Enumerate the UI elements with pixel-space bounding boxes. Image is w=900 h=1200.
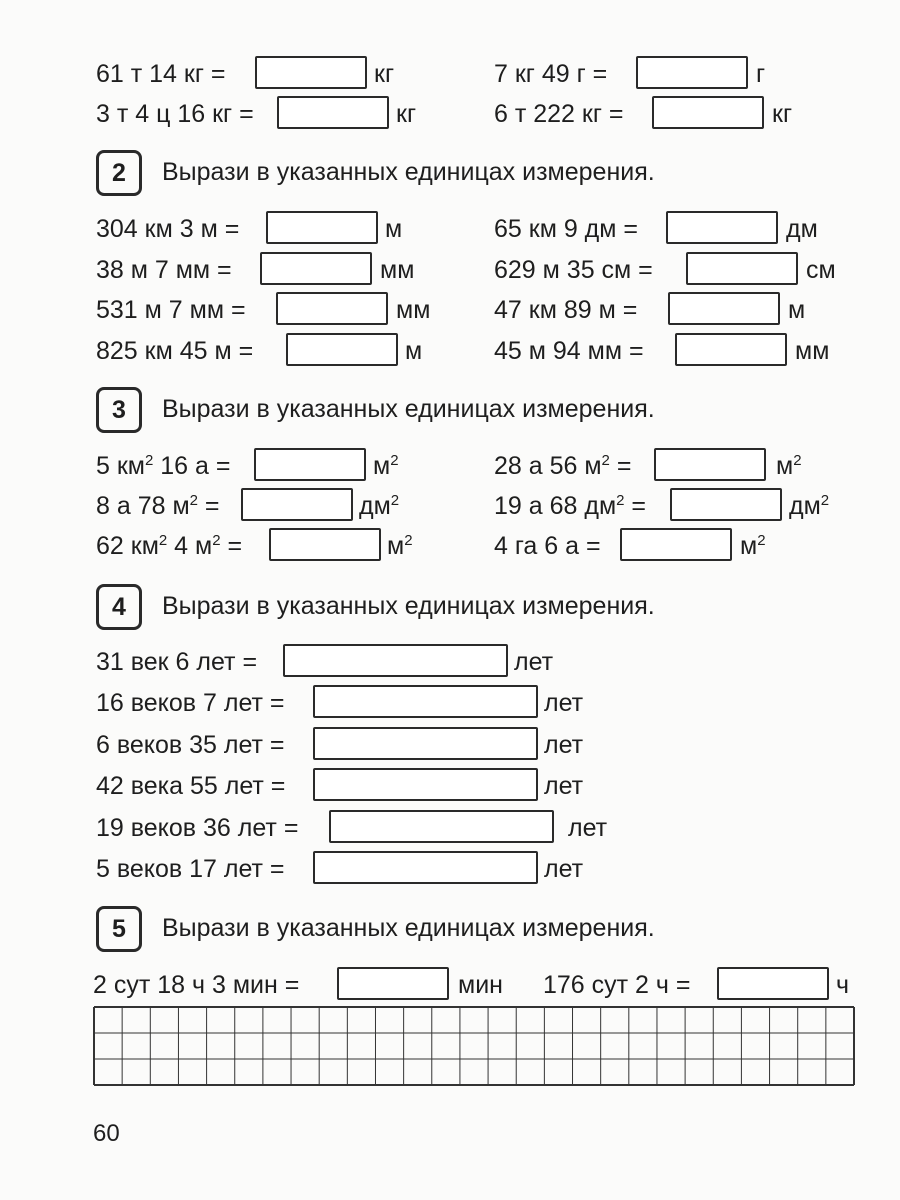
task4-row-6 [0, 851, 900, 891]
expression: 6 т 222 кг = [494, 100, 624, 128]
unit-label: дм [786, 215, 818, 243]
answer-box[interactable] [675, 333, 787, 366]
task-instruction: Вырази в указанных единицах измерения. [162, 158, 655, 186]
expression: 304 км 3 м = [96, 215, 240, 243]
expression: 31 век 6 лет = [96, 648, 258, 676]
answer-box[interactable] [260, 252, 372, 285]
working-grid[interactable] [93, 1006, 855, 1086]
expression: 2 сут 18 ч 3 мин = [93, 971, 300, 999]
answer-box[interactable] [636, 56, 748, 89]
answer-box[interactable] [283, 644, 508, 677]
expression: 38 м 7 мм = [96, 256, 232, 284]
unit-label: $м^2$ [776, 452, 802, 480]
answer-box[interactable] [668, 292, 780, 325]
answer-box[interactable] [269, 528, 381, 561]
expression: 19 веков 36 лет = [96, 814, 299, 842]
answer-box[interactable] [686, 252, 798, 285]
squared-exponent: 2 [144, 452, 154, 469]
task5-row [0, 967, 900, 1007]
answer-box[interactable] [313, 685, 538, 718]
unit-label: м [788, 296, 806, 324]
task4-row-4 [0, 768, 900, 808]
unit-label: лет [544, 855, 584, 883]
task2-row-3 [0, 292, 900, 332]
task4-row-3 [0, 727, 900, 767]
answer-box[interactable] [652, 96, 764, 129]
answer-box[interactable] [313, 727, 538, 760]
answer-box[interactable] [313, 851, 538, 884]
expression: 5 веков 17 лет = [96, 855, 285, 883]
answer-box[interactable] [241, 488, 353, 521]
task1-row-1 [0, 56, 900, 96]
answer-box[interactable] [313, 768, 538, 801]
task3-row-1 [0, 448, 900, 488]
task2-row-4 [0, 333, 900, 373]
task1-row-2 [0, 96, 900, 136]
unit-label: кг [772, 100, 793, 128]
unit-label: лет [568, 814, 608, 842]
answer-box[interactable] [329, 810, 554, 843]
unit-label: г [756, 60, 766, 88]
expression: 531 м 7 мм = [96, 296, 246, 324]
task2-row-1 [0, 211, 900, 251]
answer-box[interactable] [670, 488, 782, 521]
task-number: 5 [96, 906, 142, 952]
unit-label: лет [544, 731, 584, 759]
answer-box[interactable] [666, 211, 778, 244]
unit-label: лет [544, 772, 584, 800]
answer-box[interactable] [254, 448, 366, 481]
task-instruction: Вырази в указанных единицах измерения. [162, 592, 655, 620]
answer-box[interactable] [255, 56, 367, 89]
expression: 825 км 45 м = [96, 337, 254, 365]
unit-label: мин [458, 971, 503, 999]
answer-box[interactable] [276, 292, 388, 325]
answer-box[interactable] [286, 333, 398, 366]
expression: 65 км 9 дм = [494, 215, 638, 243]
expression: 7 кг 49 г = [494, 60, 608, 88]
unit-label: $м^2$ [387, 532, 413, 560]
answer-box[interactable] [717, 967, 829, 1000]
task3-row-2 [0, 488, 900, 528]
expression: 8 а 78 $м^2$ = [96, 492, 220, 520]
expression: 6 веков 35 лет = [96, 731, 285, 759]
expression: 47 км 89 м = [494, 296, 638, 324]
answer-box[interactable] [337, 967, 449, 1000]
unit-label: $дм^2$ [789, 492, 830, 520]
task4-row-1 [0, 644, 900, 684]
expression: 61 т 14 кг = [96, 60, 226, 88]
expression: 176 сут 2 ч = [543, 971, 691, 999]
expression: 62 $км^2$ 4 $м^2$ = [96, 532, 243, 560]
answer-box[interactable] [654, 448, 766, 481]
unit-label: кг [374, 60, 395, 88]
unit-label: $дм^2$ [359, 492, 400, 520]
unit-label: мм [795, 337, 830, 365]
answer-box[interactable] [620, 528, 732, 561]
expression: 28 а 56 $м^2$ = [494, 452, 632, 480]
task-number: 2 [96, 150, 142, 196]
expression: 42 века 55 лет = [96, 772, 286, 800]
task-number: 4 [96, 584, 142, 630]
expression: 629 м 35 см = [494, 256, 653, 284]
unit-label: лет [514, 648, 554, 676]
unit-label: ч [836, 971, 850, 999]
unit-label: м [385, 215, 403, 243]
task-number: 3 [96, 387, 142, 433]
expression: 16 веков 7 лет = [96, 689, 285, 717]
task-instruction: Вырази в указанных единицах измерения. [162, 914, 655, 942]
unit-label: см [806, 256, 836, 284]
task3-row-3 [0, 528, 900, 568]
unit-label: $м^2$ [740, 532, 766, 560]
expression: 4 га 6 а = [494, 532, 601, 560]
expression: 45 м 94 мм = [494, 337, 644, 365]
answer-box[interactable] [266, 211, 378, 244]
unit-label: кг [396, 100, 417, 128]
task2-row-2 [0, 252, 900, 292]
unit-label: $м^2$ [373, 452, 399, 480]
expression: 3 т 4 ц 16 кг = [96, 100, 254, 128]
unit-label: лет [544, 689, 584, 717]
unit-label: м [405, 337, 423, 365]
expression: 19 а 68 $дм^2$ = [494, 492, 647, 520]
unit-label: мм [396, 296, 431, 324]
expression: 5 $км^2$ 16 а = [96, 452, 231, 480]
task4-row-5 [0, 810, 900, 850]
page-number: 60 [93, 1120, 120, 1147]
task-instruction: Вырази в указанных единицах измерения. [162, 395, 655, 423]
answer-box[interactable] [277, 96, 389, 129]
unit-label: мм [380, 256, 415, 284]
task4-row-2 [0, 685, 900, 725]
